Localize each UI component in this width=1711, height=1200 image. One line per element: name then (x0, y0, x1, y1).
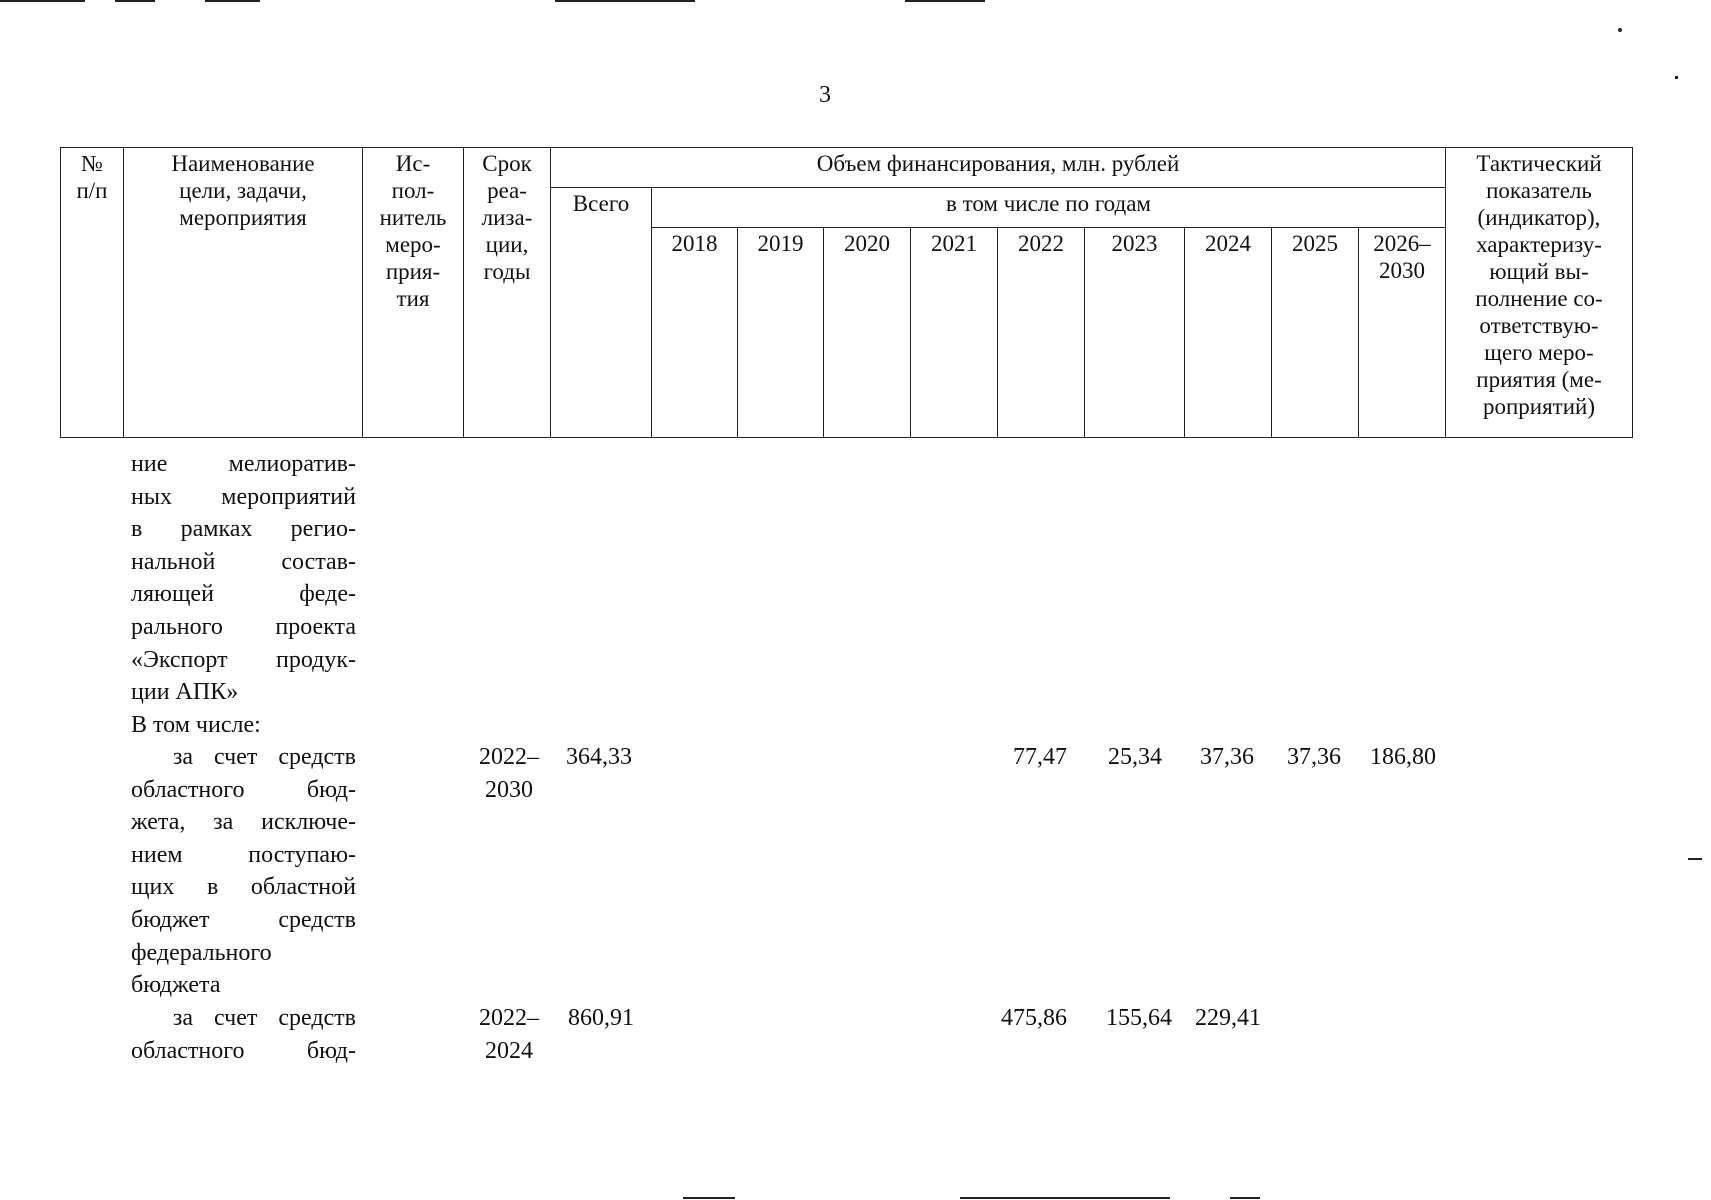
row-1-term: 2022– 2030 (479, 744, 539, 803)
scan-artifact (1688, 858, 1702, 860)
header-year-2026-2030: 2026– 2030 (1359, 228, 1446, 438)
scan-artifact (205, 0, 260, 2)
header-year-2018: 2018 (652, 228, 738, 438)
table-header (60, 147, 1633, 438)
row-2-2023: 155,64 (1106, 1005, 1172, 1031)
scan-artifact (115, 0, 155, 2)
row-1-2023: 25,34 (1108, 744, 1162, 770)
row-1-2026-2030: 186,80 (1370, 744, 1436, 770)
header-by-years: в том числе по годам (652, 188, 1446, 228)
header-name: Наименование цели, задачи, мероприятия (124, 148, 363, 438)
row-1-description: за счет средств областного бюд- жета, за исключе- нием поступаю- щих в областной бюджет средств федерального бюджета (131, 744, 356, 999)
header-year-2021: 2021 (911, 228, 998, 438)
header-total: Всего (551, 188, 652, 438)
scan-artifact (1618, 28, 1622, 32)
header-year-2023: 2023 (1085, 228, 1185, 438)
row-1-2024: 37,36 (1200, 744, 1254, 770)
scan-artifact (683, 1197, 735, 1199)
row-2-description: за счет средств областного бюд- (131, 1005, 356, 1064)
header-indicator: Тактический показатель (индикатор), характеризу- ющий вы- полнение со- ответствую- щего меро- приятия (ме- роприятий) (1446, 148, 1633, 438)
header-executor: Ис- пол- нитель меро- прия- тия (363, 148, 464, 438)
scan-artifact (0, 0, 85, 2)
row-1-2022: 77,47 (1013, 744, 1067, 770)
including-label: В том числе: (131, 712, 261, 738)
row-2-total: 860,91 (568, 1005, 634, 1031)
header-year-2024: 2024 (1185, 228, 1272, 438)
scan-artifact (555, 0, 695, 2)
intro-description: ние мелиоратив- ных мероприятий в рамках регио- нальной состав- ляющей феде- рального проекта «Экспорт продук- ции АПК» (131, 451, 356, 706)
header-year-2019: 2019 (738, 228, 824, 438)
scan-artifact (905, 0, 985, 2)
header-number: № п/п (61, 148, 124, 438)
row-1-total: 364,33 (566, 744, 632, 770)
header-term: Срок реа- лиза- ции, годы (464, 148, 551, 438)
row-2-2022: 475,86 (1001, 1005, 1067, 1031)
row-2-2024: 229,41 (1195, 1005, 1261, 1031)
scan-artifact (1675, 76, 1678, 79)
page-number: 3 (819, 82, 831, 108)
row-2-term: 2022– 2024 (479, 1005, 539, 1064)
header-funding: Объем финансирования, млн. рублей (551, 148, 1446, 188)
scan-artifact (960, 1197, 1170, 1199)
header-year-2025: 2025 (1272, 228, 1359, 438)
header-year-2022: 2022 (998, 228, 1085, 438)
header-year-2020: 2020 (824, 228, 911, 438)
row-1-2025: 37,36 (1287, 744, 1341, 770)
scan-artifact (1230, 1197, 1260, 1199)
